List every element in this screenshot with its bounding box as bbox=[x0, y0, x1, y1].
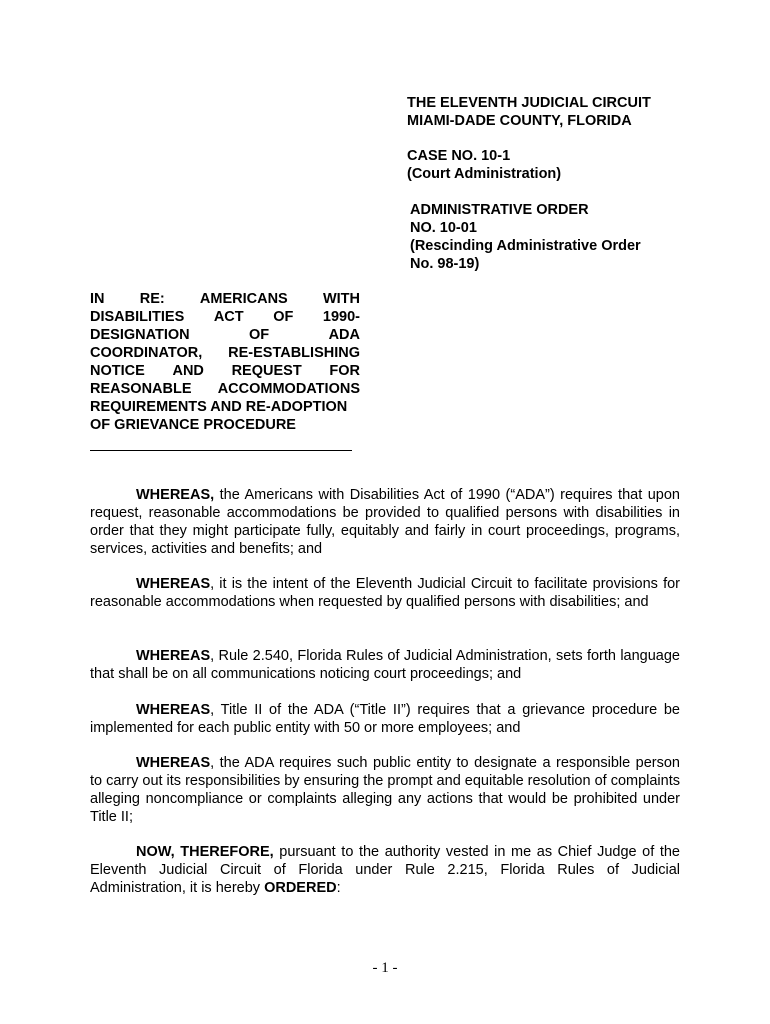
caption-underline bbox=[90, 450, 352, 451]
caption-word: RE: bbox=[139, 291, 165, 307]
caption-word: ADA bbox=[328, 327, 360, 343]
paragraph-text: , Rule 2.540, Florida Rules of Judicial Administration, sets forth language that shall be on all communications noticing court proceedings; and bbox=[90, 648, 680, 682]
paragraph-lead: WHEREAS bbox=[136, 648, 211, 664]
caption-word: ACT bbox=[213, 309, 244, 325]
caption-word: RE-ESTABLISHING bbox=[228, 345, 360, 361]
paragraph-text: the Americans with Disabilities Act of 1990 (“ADA”) requires that upon request, reasonable accommodations be provided to qualified persons with disabilities in order that they might participate fully, equitably and fairly in court proceedings, programs, services, activities and benefits; and bbox=[90, 487, 680, 557]
caption-line bbox=[90, 290, 360, 308]
caption-word: FOR bbox=[329, 363, 360, 379]
court-name-line2: MIAMI-DADE COUNTY, FLORIDA bbox=[407, 113, 632, 129]
paragraph-lead: WHEREAS bbox=[136, 702, 211, 718]
order-title-line1: ADMINISTRATIVE ORDER bbox=[410, 202, 589, 218]
caption-word: REQUEST bbox=[231, 363, 302, 379]
caption-word: COORDINATOR, bbox=[90, 345, 203, 361]
caption-word: NOTICE bbox=[90, 363, 145, 379]
caption-line bbox=[90, 344, 360, 362]
caption-word: AMERICANS bbox=[199, 291, 288, 307]
paragraph-lead: NOW, THEREFORE, bbox=[136, 844, 274, 860]
caption-word: ACCOMMODATIONS bbox=[217, 381, 360, 397]
caption-word: REASONABLE bbox=[90, 381, 192, 397]
caption-line bbox=[90, 326, 360, 344]
caption-word: OF bbox=[249, 327, 270, 343]
paragraph-whereas-4 bbox=[90, 701, 680, 737]
caption-word: 1990- bbox=[322, 309, 360, 325]
order-title-line2: NO. 10-01 bbox=[410, 220, 477, 236]
paragraph-whereas-1 bbox=[90, 486, 680, 558]
caption-word: IN bbox=[90, 291, 105, 307]
caption-line bbox=[90, 380, 360, 398]
caption-line bbox=[90, 308, 360, 326]
case-number: CASE NO. 10-1 bbox=[407, 148, 511, 164]
caption-line bbox=[90, 416, 360, 434]
paragraph-text: , the ADA requires such public entity to designate a responsible person to carry out its responsibilities by ensuring the prompt and equitable resolution of complaints alleging noncompliance or complaints alleging any actions that would be prohibited under Title II; bbox=[90, 755, 680, 825]
paragraph-lead: WHEREAS bbox=[136, 755, 211, 771]
paragraph-lead: WHEREAS, bbox=[136, 487, 215, 503]
caption-word: DESIGNATION bbox=[90, 327, 190, 343]
page-number: - 1 - bbox=[372, 960, 398, 976]
paragraph-now-therefore bbox=[90, 843, 680, 897]
paragraph-text: , Title II of the ADA (“Title II”) requires that a grievance procedure be implemented for each public entity with 50 or more employees; and bbox=[90, 702, 680, 736]
caption-word: DISABILITIES bbox=[90, 309, 185, 325]
caption-line bbox=[90, 362, 360, 380]
paragraph-whereas-3 bbox=[90, 647, 680, 683]
caption-word: OF GRIEVANCE PROCEDURE bbox=[90, 417, 296, 433]
caption-word: REQUIREMENTS AND RE-ADOPTION bbox=[90, 399, 348, 415]
case-subtitle: (Court Administration) bbox=[407, 166, 562, 182]
order-title-line4: No. 98-19) bbox=[410, 256, 480, 272]
paragraph-text: pursuant to the authority vested in me as Chief Judge of the Eleventh Judicial Circuit of Florida under Rule 2.215, Florida Rules of Judicial Administration, it is hereby bbox=[90, 844, 680, 896]
order-title-line3: (Rescinding Administrative Order bbox=[410, 238, 641, 254]
paragraph-whereas-2 bbox=[90, 575, 680, 611]
paragraph-text: , it is the intent of the Eleventh Judicial Circuit to facilitate provisions for reasonable accommodations when requested by qualified persons with disabilities; and bbox=[90, 576, 680, 610]
paragraph-whereas-5 bbox=[90, 754, 680, 826]
paragraph-lead: WHEREAS bbox=[136, 576, 211, 592]
caption-word: WITH bbox=[322, 291, 360, 307]
case-caption bbox=[90, 290, 360, 434]
paragraph-tail: : bbox=[336, 880, 341, 896]
caption-word: OF bbox=[273, 309, 294, 325]
caption-line bbox=[90, 398, 360, 416]
caption-word: AND bbox=[172, 363, 204, 379]
court-name-line1: THE ELEVENTH JUDICIAL CIRCUIT bbox=[407, 95, 651, 111]
ordered-keyword: ORDERED bbox=[264, 880, 337, 896]
